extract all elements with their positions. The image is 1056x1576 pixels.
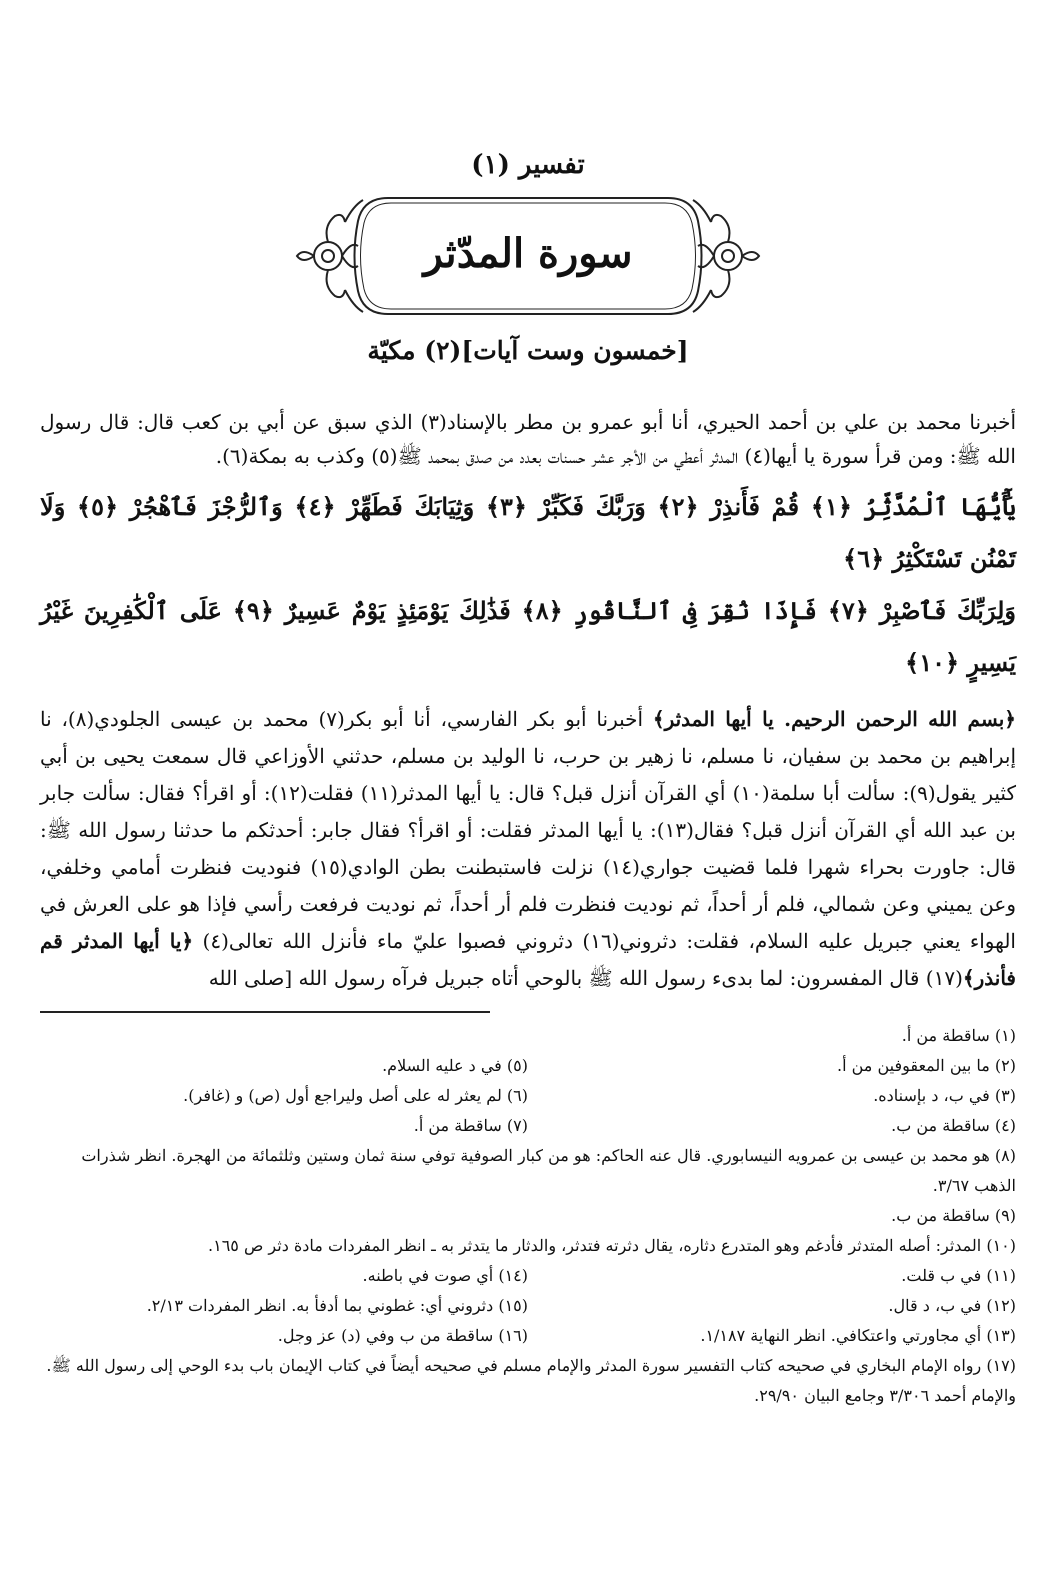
commentary-text-2: (١٧) قال المفسرون: لما بدىء رسول الله ﷺ بالوحي أتاه جبريل فرآه رسول الله [صلى الله [208, 966, 963, 990]
ayat-count: [خمسون وست آيات](٢) مكيّة [367, 336, 689, 365]
footnote-16: (١٦) ساقطة من ب وفي (د) عز وجل. [277, 1326, 528, 1345]
footnote-3: (٣) في ب، د بإسناده. [873, 1086, 1016, 1105]
footnote-2: (٢) ما بين المعقوفين من أ. [836, 1056, 1016, 1075]
footnote-divider [40, 1011, 490, 1013]
quran-verses [40, 481, 1016, 689]
footnote-14: (١٤) أي صوت في باطنه. [362, 1266, 528, 1285]
footnote-12: (١٢) في ب، د قال. [888, 1296, 1016, 1315]
footnote-9: (٩) ساقطة من ب. [891, 1206, 1016, 1225]
surah-title: سورة المدّثر [423, 230, 633, 277]
quran-line-1: يَٰٓأَيُّهَا ٱلْمُدَّثِّرُ ﴿١﴾ قُمْ فَأَنذِرْ ﴿٢﴾ وَرَبَّكَ فَكَبِّرْ ﴿٣﴾ وَثِيَابَكَ فَطَهِّرْ ﴿٤﴾ وَٱلرُّجْزَ فَٱهْجُرْ ﴿٥﴾ وَلَا تَمْنُن تَسْتَكْثِرُ ﴿٦﴾ [40, 492, 1017, 573]
footnotes [40, 1021, 1016, 1411]
commentary-text-1: أخبرنا أبو بكر الفارسي، أنا أبو بكر(٧) محمد بن عيسى الجلودي(٨)، نا إبراهيم بن محمد بن سفيان، نا مسلم، نا زهير بن حرب، نا الوليد بن مسلم، حدثني الأوزاعي قال سمعت يحيى بن أبي كثير يقول(٩): سألت أبا سلمة(١٠) أي القرآن أنزل قبل؟ قال: يا أيها المدثر(١١) فقلت(١٢): أو اقرأ؟ فقال: سألت جابر بن عبد الله أي القرآن أنزل قبل؟ فقال(١٣): يا أيها المدثر فقلت: أو اقرأ؟ فقال جابر: أحدثكم ما حدثنا رسول الله ﷺ: قال: جاورت بحراء شهرا فلما قضيت جواري(١٤) نزلت فاستبطنت بطن الوادي(١٥) فنوديت فنظرت أمامي وخلفي، وعن يميني وعن شمالي، فلم أر أحداً، ثم نوديت فنظرت فلم أر أحداً، ثم نوديت فرفعت رأسي فإذا هو على العرش في الهواء يعني جبريل عليه السلام، فقلت: دثروني(١٦) دثروني فصبوا عليّ ماء فأنزل الله تعالى(٤) [40, 707, 1016, 953]
footnote-5: (٥) في د عليه السلام. [382, 1056, 528, 1075]
footnote-7: (٧) ساقطة من أ. [413, 1116, 528, 1135]
tafsir-heading: تفسير (١) [471, 150, 585, 180]
footnote-17: (١٧) رواه الإمام البخاري في صحيحه كتاب التفسير سورة المدثر والإمام مسلم في صحيحه أيضاً في كتاب الإيمان باب بدء الوحي إلى رسول الله ﷺ. والإمام أحمد ٣/٣٠٦ وجامع البيان ٢٩/٩٠. [46, 1356, 1016, 1405]
footnote-10: (١٠) المدثر: أصله المتدثر فأدغم وهو المتدرع دثاره، يقال دثرته فتدثر، والدثار ما يتدثر به ـ انظر المفردات مادة دثر ص ١٦٥. [208, 1236, 1016, 1255]
intro-paragraph: أخبرنا محمد بن علي بن أحمد الحيري، أنا أبو عمرو بن مطر بالإسناد(٣) الذي سبق عن أبي بن كعب قال: قال رسول الله ﷺ: ومن قرأ سورة يا أيها(٤) المدثر أعطي من الأجر عشر حسنات بعدد من صدق بمحمد ﷺ(٥) وكذب به بمكة(٦). [40, 410, 1017, 468]
footnote-15: (١٥) دثروني أي: غطوني بما أدفأ به. انظر المفردات ٢/١٣. [146, 1296, 528, 1315]
footnote-13: (١٣) أي مجاورتي واعتكافي. انظر النهاية ١/١٨٧. [700, 1326, 1016, 1345]
commentary-paragraph [40, 701, 1016, 997]
footnote-6: (٦) لم يعثر له على أصل وليراجع أول (ص) و (غافر). [183, 1086, 528, 1105]
quran-line-2: وَلِرَبِّكَ فَٱصْبِرْ ﴿٧﴾ فَإِذَا نُقِرَ فِى ٱلنَّاقُورِ ﴿٨﴾ فَذَٰلِكَ يَوْمَئِذٍ يَوْمٌ عَسِيرٌ ﴿٩﴾ عَلَى ٱلْكَٰفِرِينَ غَيْرُ يَسِيرٍ ﴿١٠﴾ [40, 596, 1016, 677]
footnote-8: (٨) هو محمد بن عيسى بن عمرويه النيسابوري. قال عنه الحاكم: هو من كبار الصوفية توفي سنة ثمان وستين وثلثمائة من الهجرة. انظر شذرات الذهب ٣/٦٧. [81, 1146, 1016, 1195]
surah-title-frame [293, 186, 763, 326]
footnote-4: (٤) ساقطة من ب. [891, 1116, 1016, 1135]
page [40, 150, 1016, 1411]
basmala: ﴿بسم الله الرحمن الرحيم. يا أيها المدثر﴾ [652, 707, 1016, 731]
footnote-11: (١١) في ب قلت. [901, 1266, 1016, 1285]
footnote-1: (١) ساقطة من أ. [901, 1026, 1016, 1045]
quran-quote: ﴿يا أيها المدثر قم فأنذر﴾ [40, 929, 1016, 990]
